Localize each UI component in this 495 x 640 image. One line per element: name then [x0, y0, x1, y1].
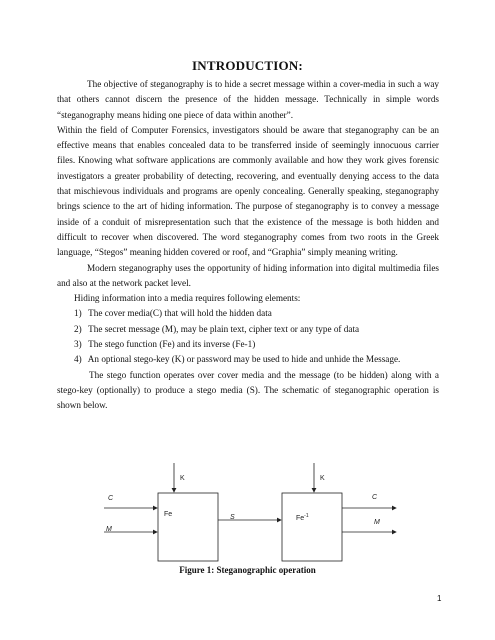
body-text	[57, 77, 439, 414]
cover-input-label: C	[108, 495, 114, 502]
message-output-label: M	[374, 519, 380, 526]
list-item-text: The secret message (M), may be plain text, cipher text or any type of data	[88, 323, 360, 334]
list-item-number: 2)	[74, 323, 82, 334]
steganography-diagram	[90, 463, 400, 563]
stego-media-label: S	[230, 514, 235, 521]
list-item-text: The cover media(C) that will hold the hidden data	[88, 308, 272, 319]
list-item	[57, 337, 439, 352]
paragraph-objective: The objective of steganography is to hide a secret message within a cover-media in such a way that others cannot discern the presence of the hidden message. Technically in simple words “steganography means hiding one piece of data within another”.	[57, 79, 439, 120]
list-item-number: 1)	[74, 308, 82, 319]
paragraph-forensics: Within the field of Computer Forensics, investigators should be aware that steganography can be an effective means that enables concealed data to be transferred inside of seemingly innocuous carrier files. Knowing what software applications are commonly available and how they work gives forensic investigators a greater probability of detecting, recovering, and eventually denying access to the data that mischievous individuals and programs are openly concealing. Generally speaking, steganography brings science to the art of hiding information. The purpose of steganography is to convey a message inside of a conduit of misrepresentation such that the existence of the message is both hidden and difficult to recover when discovered. The word steganography comes from two roots in the Greek language, “Stegos” meaning hidden covered or roof, and “Graphia” simply meaning writing.	[57, 124, 439, 258]
diagram-svg	[90, 463, 400, 563]
key-label-left: K	[180, 475, 185, 482]
paragraph-stego-function: The stego function operates over cover media and the message (to be hidden) along with a stego-key (optionally) to produce a stego media (S). The schematic of steganographic operation is shown below.	[57, 369, 439, 411]
figure-caption: Figure 1: Steganographic operation	[179, 565, 316, 575]
list-item-number: 4)	[74, 354, 82, 365]
inverse-function-label: $Fe^{-1}$	[296, 513, 309, 522]
paragraph-modern: Modern steganography uses the opportunity of hiding information into digital multimedia files and also at the network packet level.	[57, 262, 439, 288]
elements-list	[57, 306, 439, 367]
list-item	[57, 306, 439, 321]
paragraph-elements-intro: Hiding information into a media requires following elements:	[74, 293, 301, 304]
stego-function-box	[158, 493, 218, 561]
list-item-text: An optional stego-key (K) or password may be used to hide and unhide the Message.	[87, 354, 401, 365]
list-item	[57, 322, 439, 337]
page-title: INTRODUCTION:	[192, 58, 303, 73]
list-item	[57, 352, 439, 367]
message-input-label: M	[106, 526, 112, 533]
key-label-right: K	[320, 475, 325, 482]
stego-function-label: Fe	[164, 511, 173, 518]
cover-output-label: C	[372, 494, 378, 501]
inverse-function-box	[282, 493, 342, 561]
list-item-text: The stego function (Fe) and its inverse (Fe-1)	[88, 339, 256, 350]
page-number: 1	[437, 594, 442, 603]
list-item-number: 3)	[74, 339, 82, 350]
